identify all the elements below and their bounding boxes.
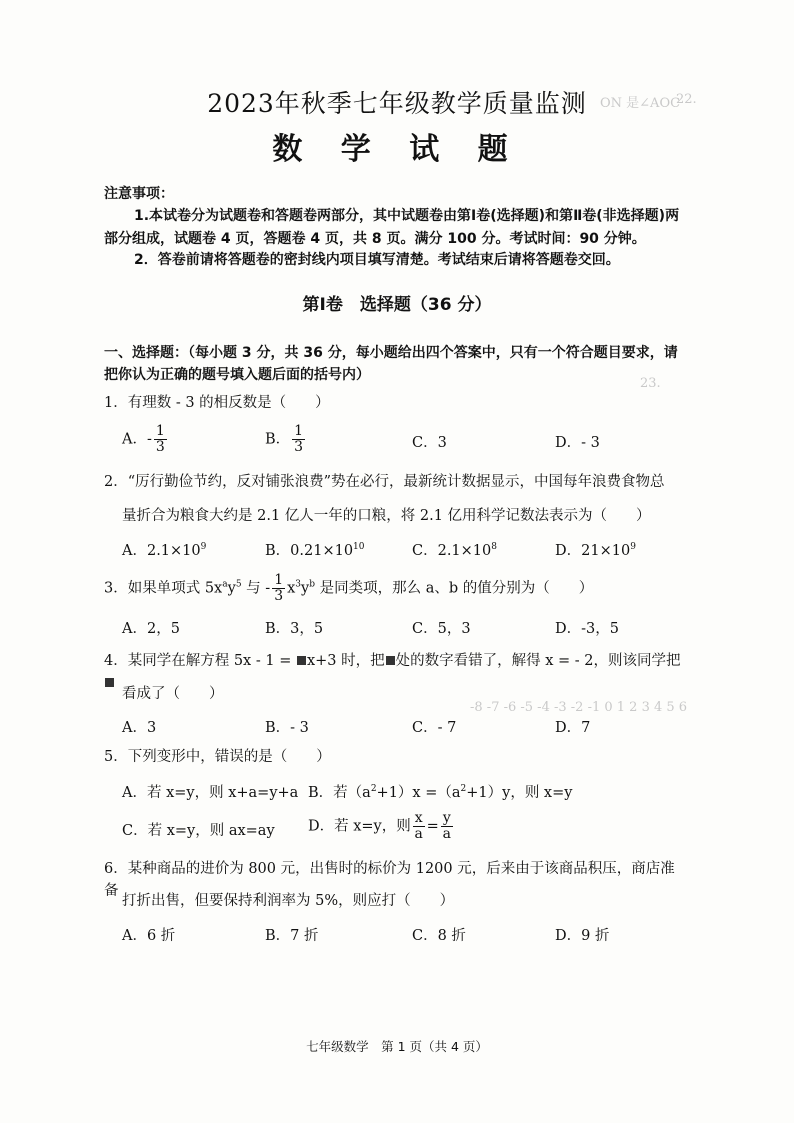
bleed-through-text: ON 是∠AOC <box>600 96 681 111</box>
bleed-through-text: 22. <box>676 92 697 107</box>
notice-item-2: 2．答卷前请将答题卷的密封线内项目填写清楚。考试结束后请将答题卷交回。 <box>134 252 620 268</box>
question-6-option-b: B．7 折 <box>265 928 319 944</box>
question-5-option-d: D．若 x=y，则 $\frac{x}{a}$ = $\frac{y}{a}$ <box>308 810 451 842</box>
exam-subtitle: 数 学 试 题 <box>272 132 522 167</box>
question-3-option-d: D．-3，5 <box>555 621 619 637</box>
question-4-option-a: A．3 <box>122 720 157 736</box>
page-footer: 七年级数学 第 1 页（共 4 页） <box>306 1039 488 1054</box>
question-2-stem-line-2: 量折合为粮食大约是 2.1 亿人一年的口粮，将 2.1 亿用科学记数法表示为（ ） <box>122 508 651 524</box>
blot-square-icon <box>105 678 114 687</box>
question-6-stem-line-2: 打折出售，但要保持利润率为 5%，则应打（ ） <box>122 893 455 909</box>
question-5-stem: 5．下列变形中，错误的是（ ） <box>104 749 331 765</box>
blot-square-icon <box>297 656 306 665</box>
question-4-stem-line-1: 4．某同学在解方程 5x - 1 = x+3 时，把 处的数字看错了，解得 x = - 2，则该同学把 <box>104 650 689 694</box>
question-6-option-c: C．8 折 <box>412 928 466 944</box>
question-1-stem: 1．有理数 - 3 的相反数是（ ） <box>104 395 330 411</box>
question-2-option-d: D．$21\times 10^9$ <box>555 542 636 559</box>
question-4-stem-line-2: 看成了（ ） <box>122 686 224 702</box>
question-3-option-a: A．2，5 <box>122 621 180 637</box>
question-2-option-b: B．$0.21\times 10^{10}$ <box>265 542 365 559</box>
question-3-stem: 3．如果单项式 $5x^ay^5$ 与 - $\frac{1}{3}$ $x^3y^b$ 是同类项，那么 a、b 的值分别为（ ） <box>104 572 594 604</box>
question-4-option-d: D．7 <box>555 720 591 736</box>
question-2-option-a: A．$2.1\times 10^9$ <box>122 542 207 559</box>
question-6-stem-line-1: 6．某种商品的进价为 800 元，出售时的标价为 1200 元，后来由于该商品积压，商店准备 <box>104 861 675 899</box>
question-3-option-b: B．3，5 <box>265 621 324 637</box>
notice-heading: 注意事项： <box>104 186 174 202</box>
question-4-option-b: B．- 3 <box>265 720 309 736</box>
bleed-through-text: 23. <box>640 376 661 391</box>
question-1-option-b: B． $\frac{1}{3}$ <box>265 423 304 455</box>
part-heading: 一、选择题：（每小题 3 分，共 36 分，每小题给出四个答案中，只有一个符合题目要求，请把你认为正确的题号填入题后面的括号内） <box>104 345 678 383</box>
question-5-option-c: C．若 x=y，则 ax=ay <box>122 823 275 839</box>
question-6-option-a: A．6 折 <box>122 928 176 944</box>
exam-title: 2023年秋季七年级教学质量监测 <box>207 89 587 118</box>
notice-item-1: 1.本试卷分为试题卷和答题卷两部分，其中试题卷由第Ⅰ卷(选择题)和第Ⅱ卷(非选择题)两部分组成，试题卷 4 页，答题卷 4 页，共 8 页。满分 100 分。考试时间：90 分钟。 <box>104 208 680 247</box>
blot-square-icon <box>386 656 395 665</box>
question-1-option-d: D．- 3 <box>555 435 600 451</box>
question-3-option-c: C．5，3 <box>412 621 471 637</box>
question-5-option-a: A．若 x=y，则 x+a=y+a <box>122 785 299 801</box>
question-1-option-c: C．3 <box>412 435 447 451</box>
question-5-option-b: B．若$(a^2+1)x =(a^2+1)y$，则 x=y <box>308 784 573 801</box>
question-2-stem-line-1: 2．“厉行勤俭节约，反对铺张浪费”势在必行，最新统计数据显示，中国每年浪费食物总 <box>104 474 665 490</box>
question-1-option-a: A．- $\frac{1}{3}$ <box>122 423 165 455</box>
bleed-through-text: -8 -7 -6 -5 -4 -3 -2 -1 0 1 2 3 4 5 6 <box>470 700 688 715</box>
question-2-option-c: C．$2.1\times 10^8$ <box>412 542 497 559</box>
question-6-option-d: D．9 折 <box>555 928 610 944</box>
question-4-option-c: C．- 7 <box>412 720 457 736</box>
section-title: 第Ⅰ卷 选择题（36 分） <box>302 295 492 315</box>
